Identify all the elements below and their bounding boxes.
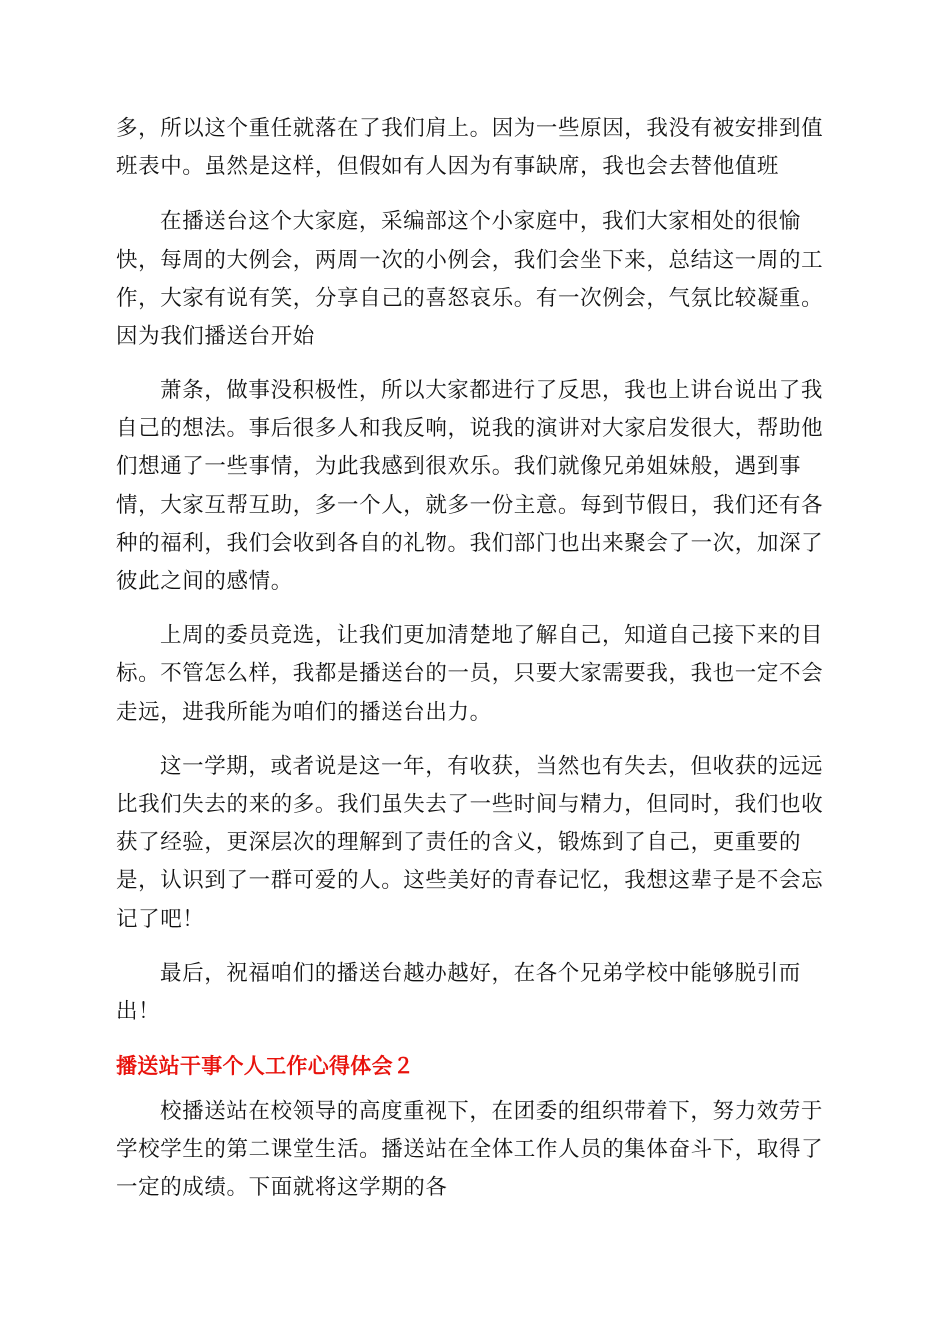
paragraph-line: 出！ [116, 999, 161, 1024]
paragraph-line: 们想通了一些事情，为此我感到很欢乐。我们就像兄弟姐妹般，遇到事 [116, 454, 802, 479]
paragraph-line: 比我们失去的来的多。我们虽失去了一些时间与精力，但同时，我们也收 [116, 792, 824, 817]
section-heading: 播送站干事个人工作心得体会２ [116, 1054, 415, 1078]
paragraph-line: 获了经验，更深层次的理解到了责任的含义，锻炼到了自己，更重要的 [116, 830, 802, 855]
paragraph-line: 萧条，做事没积极性，所以大家都进行了反思，我也上讲台说出了我 [160, 378, 824, 403]
paragraph-line: 在播送台这个大家庭，采编部这个小家庭中，我们大家相处的很愉 [160, 209, 801, 234]
paragraph-line: 是，认识到了一群可爱的人。这些美好的青春记忆，我想这辈子是不会忘 [116, 868, 824, 893]
paragraph-line: 班表中。虽然是这样，但假如有人因为有事缺席，我也会去替他值班 [116, 154, 780, 179]
paragraph-line: 多，所以这个重任就落在了我们肩上。因为一些原因，我没有被安排到值 [116, 116, 824, 141]
paragraph-line: 走远，进我所能为咱们的播送台出力。 [116, 700, 492, 725]
paragraph-line: 种的福利，我们会收到各自的礼物。我们部门也出来聚会了一次，加深了 [116, 531, 824, 556]
paragraph-line: 学校学生的第二课堂生活。播送站在全体工作人员的集体奋斗下，取得了 [116, 1137, 824, 1162]
paragraph-line: 情，大家互帮互助，多一个人，就多一份主意。每到节假日，我们还有各 [116, 493, 824, 518]
paragraph-line: 最后，祝福咱们的播送台越办越好，在各个兄弟学校中能够脱引而 [160, 961, 801, 986]
paragraph-line: 上周的委员竞选，让我们更加清楚地了解自己，知道自己接下来的目 [160, 623, 824, 648]
paragraph-line: 校播送站在校领导的高度重视下，在团委的组织带着下，努力效劳于 [160, 1099, 824, 1124]
paragraph-line: 这一学期，或者说是这一年，有收获，当然也有失去，但收获的远远 [160, 754, 824, 779]
paragraph-line: 记了吧！ [116, 907, 205, 932]
paragraph-line: 快，每周的大例会，两周一次的小例会，我们会坐下来，总结这一周的工 [116, 248, 824, 273]
paragraph-line: 因为我们播送台开始 [116, 324, 315, 349]
paragraph-line: 标。不管怎么样，我都是播送台的一员，只要大家需要我，我也一定不会 [116, 661, 824, 686]
paragraph-line: 一定的成绩。下面就将这学期的各 [116, 1175, 448, 1200]
paragraph-line: 彼此之间的感情。 [116, 569, 293, 594]
paragraph-line: 作，大家有说有笑，分享自己的喜怒哀乐。有一次例会，气氛比较凝重。 [116, 286, 824, 311]
paragraph-line: 自己的想法。事后很多人和我反响，说我的演讲对大家启发很大，帮助他 [116, 416, 824, 441]
